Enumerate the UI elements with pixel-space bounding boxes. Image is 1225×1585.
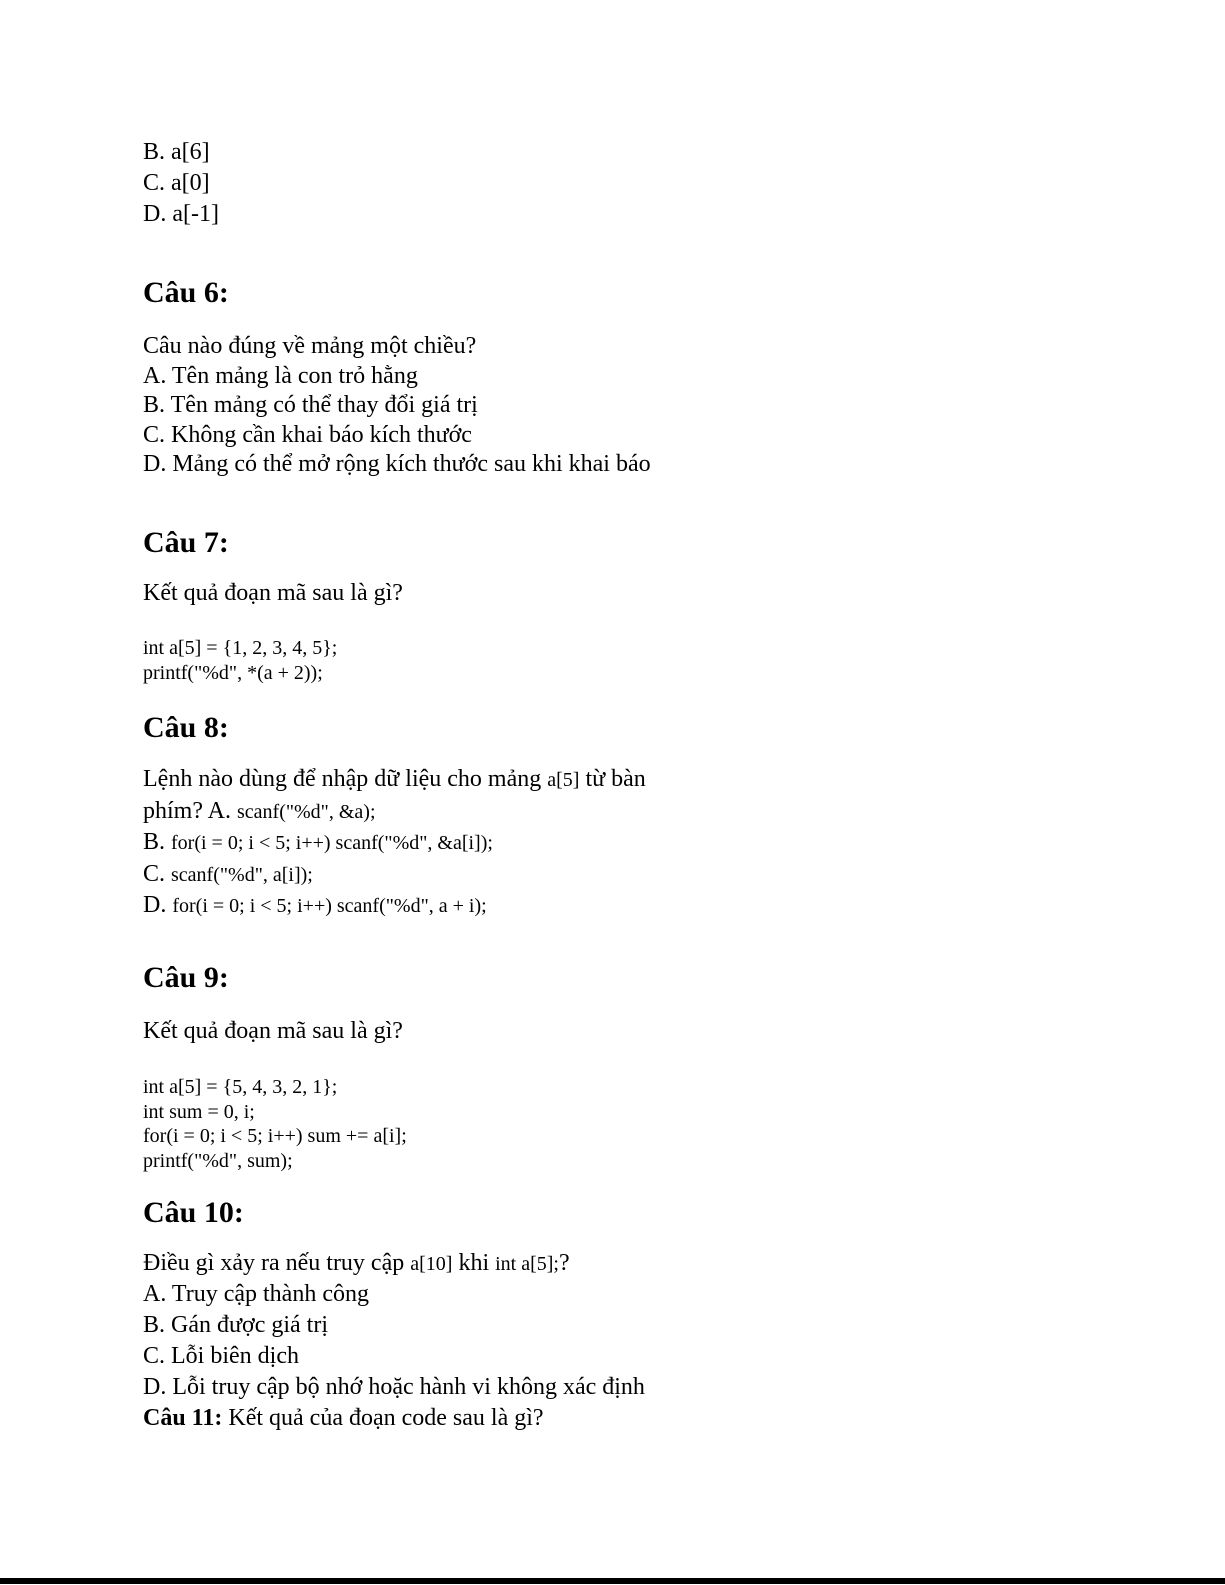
text-line bbox=[143, 138, 219, 169]
text-segment: B. a[6] bbox=[143, 139, 210, 165]
text-segment: C. bbox=[143, 860, 172, 887]
text-line bbox=[143, 451, 651, 481]
text-line bbox=[143, 169, 219, 200]
question-8-heading: Câu 8: bbox=[143, 711, 229, 744]
inline-code: a[10] bbox=[410, 1253, 453, 1275]
text-segment: ? bbox=[558, 1250, 570, 1276]
question-8-text bbox=[143, 765, 646, 923]
text-segment: Điều gì xảy ra nếu truy cập bbox=[143, 1250, 411, 1276]
text-line bbox=[143, 1150, 407, 1175]
text-segment: D. a[-1] bbox=[143, 201, 219, 227]
question-5-options bbox=[143, 138, 219, 231]
inline-code: int a[5] = {5, 4, 3, 2, 1}; bbox=[143, 1076, 338, 1098]
question-7-heading: Câu 7: bbox=[143, 526, 229, 559]
text-segment: B. bbox=[143, 829, 172, 855]
text-segment: D. Mảng có thể mở rộng kích thước sau khi khai báo bbox=[143, 451, 651, 477]
text-line bbox=[143, 1342, 645, 1373]
text-segment: phím? A. bbox=[143, 797, 237, 824]
question-7-code-snippet bbox=[143, 637, 337, 686]
inline-code: for(i = 0; i < 5; i++) sum += a[i]; bbox=[143, 1125, 407, 1147]
question-10-text bbox=[143, 1249, 645, 1435]
text-line bbox=[143, 1404, 645, 1435]
text-segment: D. Lỗi truy cập bộ nhớ hoặc hành vi không xác định bbox=[143, 1374, 645, 1400]
inline-code: int a[5]; bbox=[495, 1253, 559, 1275]
text-segment: Câu nào đúng về mảng một chiều? bbox=[143, 333, 477, 359]
text-line bbox=[143, 637, 337, 662]
text-line bbox=[143, 662, 337, 687]
text-segment: D. bbox=[143, 892, 173, 918]
inline-code: for(i = 0; i < 5; i++) scanf("%d", &a[i]); bbox=[171, 832, 493, 854]
text-segment: A. Truy cập thành công bbox=[143, 1281, 369, 1307]
question-9-code-snippet bbox=[143, 1076, 407, 1174]
text-line bbox=[143, 422, 651, 452]
inline-code: printf("%d", *(a + 2)); bbox=[143, 661, 323, 684]
text-line bbox=[143, 1311, 645, 1342]
page-bottom-bar bbox=[0, 1578, 1225, 1584]
text-segment: C. a[0] bbox=[143, 170, 210, 196]
question-6-text bbox=[143, 333, 651, 481]
text-segment: khi bbox=[452, 1250, 496, 1276]
text-line bbox=[143, 797, 646, 829]
text-line bbox=[143, 891, 646, 923]
text-line bbox=[143, 1076, 407, 1101]
text-line bbox=[143, 392, 651, 422]
text-line bbox=[143, 333, 651, 363]
question-9-heading: Câu 9: bbox=[143, 961, 229, 994]
question-10-heading: Câu 10: bbox=[143, 1196, 244, 1229]
text-segment: B. Gán được giá trị bbox=[143, 1312, 328, 1338]
text-segment: Câu 11: bbox=[143, 1405, 223, 1431]
inline-code: int a[5] = {1, 2, 3, 4, 5}; bbox=[143, 637, 338, 659]
inline-code: scanf("%d", &a); bbox=[237, 800, 376, 823]
text-segment: C. Không cần khai báo kích thước bbox=[143, 421, 472, 448]
text-segment: Kết quả của đoạn code sau là gì? bbox=[222, 1405, 544, 1431]
text-line bbox=[143, 363, 651, 393]
text-line bbox=[143, 860, 646, 892]
text-segment: Lệnh nào dùng để nhập dữ liệu cho mảng bbox=[143, 766, 548, 792]
inline-code: printf("%d", sum); bbox=[143, 1149, 293, 1172]
text-line bbox=[143, 828, 646, 860]
text-line bbox=[143, 1373, 645, 1404]
text-line bbox=[143, 1249, 645, 1280]
inline-code: int sum = 0, i; bbox=[143, 1100, 255, 1123]
question-9-text: Kết quả đoạn mã sau là gì? bbox=[143, 1018, 403, 1044]
text-line bbox=[143, 1125, 407, 1150]
inline-code: a[5] bbox=[547, 769, 580, 791]
question-7-text: Kết quả đoạn mã sau là gì? bbox=[143, 580, 403, 606]
text-line bbox=[143, 1280, 645, 1311]
text-line bbox=[143, 1101, 407, 1126]
text-segment: A. Tên mảng là con trỏ hằng bbox=[143, 362, 418, 389]
text-segment: từ bàn bbox=[579, 766, 646, 792]
text-segment: B. Tên mảng có thể thay đổi giá trị bbox=[143, 392, 478, 418]
text-line bbox=[143, 200, 219, 231]
text-segment: C. Lỗi biên dịch bbox=[143, 1343, 299, 1369]
text-line bbox=[143, 765, 646, 797]
question-6-heading: Câu 6: bbox=[143, 276, 229, 309]
inline-code: for(i = 0; i < 5; i++) scanf("%d", a + i); bbox=[172, 895, 487, 917]
inline-code: scanf("%d", a[i]); bbox=[171, 863, 313, 886]
